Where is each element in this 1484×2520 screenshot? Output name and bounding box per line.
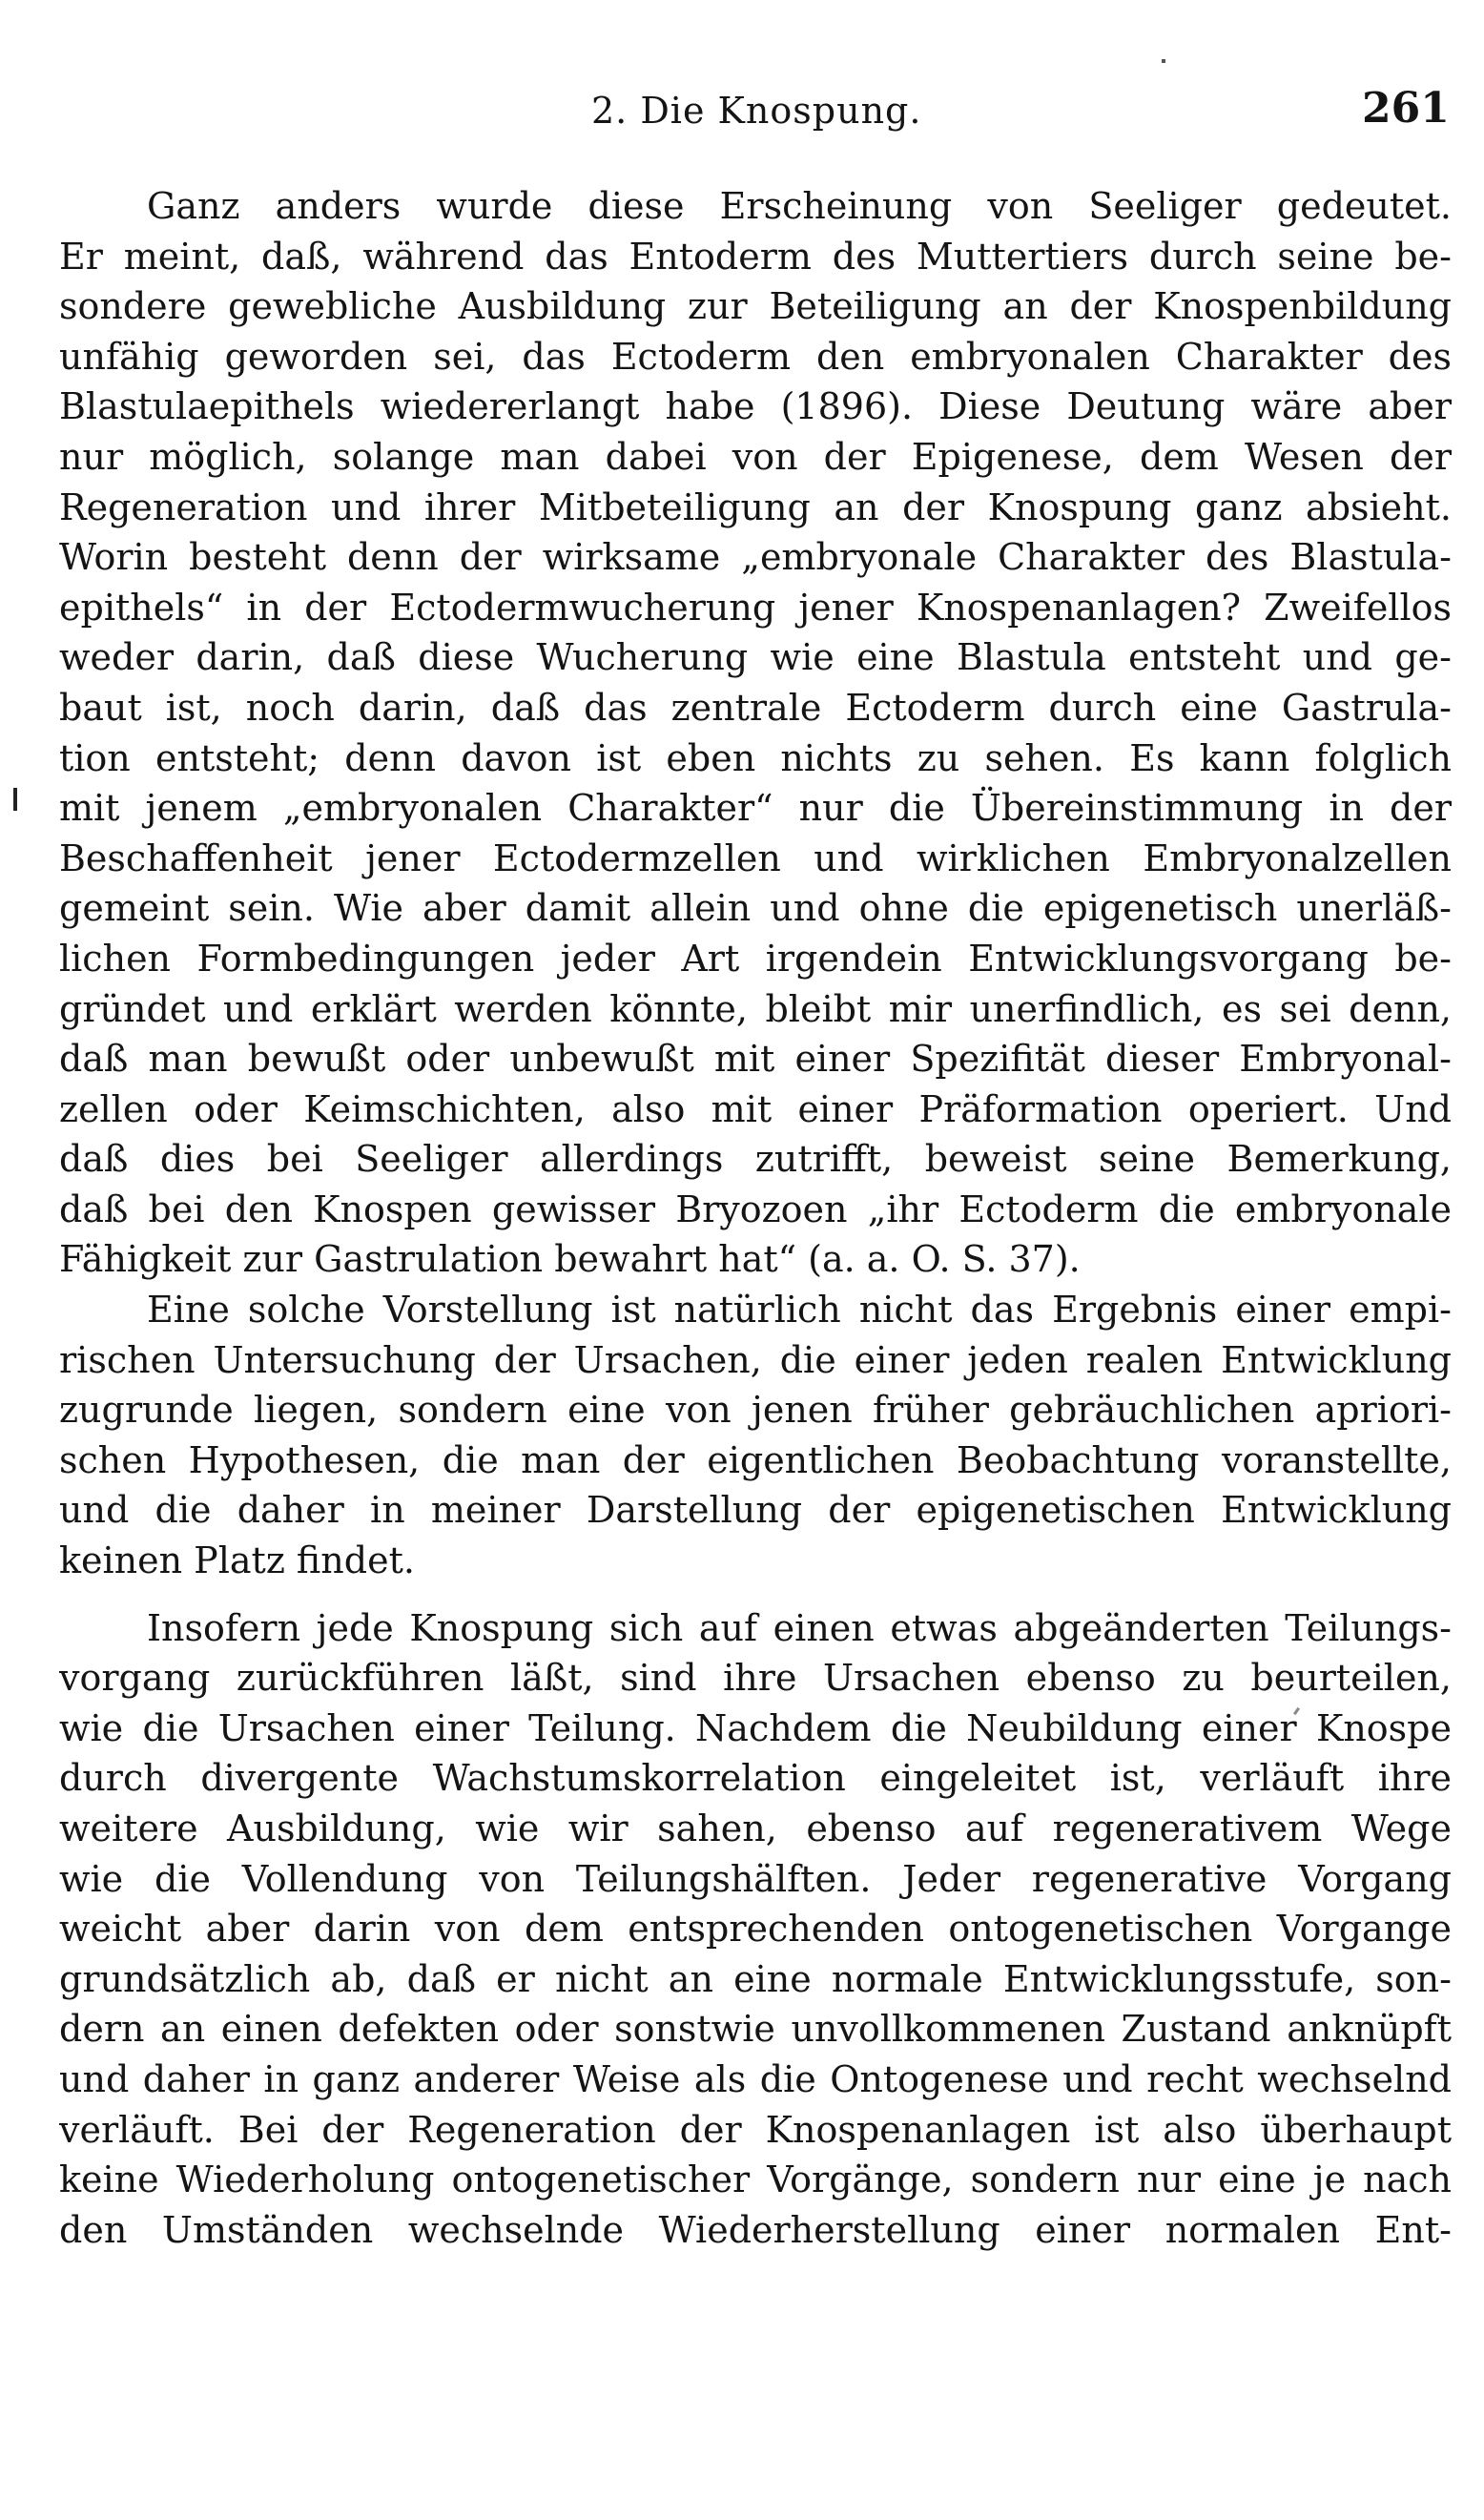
text-line: Blastulaepithels wiedererlangt habe (1896). Diese Deutung wäre aber: [59, 385, 1452, 428]
text-line: Worin besteht denn der wirksame „embryonale Charakter des Blastula-: [59, 536, 1452, 579]
text-line: schen Hypothesen, die man der eigentlichen Beobachtung voranstellte,: [59, 1438, 1452, 1481]
text-line: Regeneration und ihrer Mitbeteiligung an der Knospung ganz absieht.: [59, 485, 1452, 528]
text-line: Ganz anders wurde diese Erscheinung von Seeliger gedeutet.: [147, 185, 1452, 227]
text-line: baut ist, noch darin, daß das zentrale Ectoderm durch eine Gastrula-: [59, 686, 1452, 729]
text-line: und die daher in meiner Darstellung der epigenetischen Entwicklung: [59, 1489, 1452, 1532]
text-line: vorgang zurückführen läßt, sind ihre Ursachen ebenso zu beurteilen,: [59, 1657, 1452, 1700]
text-line: verläuft. Bei der Regeneration der Knospenanlagen ist also überhaupt: [59, 2108, 1452, 2151]
text-line: Eine solche Vorstellung ist natürlich nicht das Ergebnis einer empi-: [147, 1289, 1452, 1332]
text-line: wie die Vollendung von Teilungshälften. Jeder regenerative Vorgang: [59, 1857, 1452, 1900]
text-line: gemeint sein. Wie aber damit allein und ohne die epigenetisch unerläß-: [59, 887, 1452, 930]
text-line: weicht aber darin von dem entsprechenden ontogenetischen Vorgange: [59, 1908, 1452, 1951]
text-line: tion entsteht; denn davon ist eben nichts zu sehen. Es kann folglich: [59, 736, 1452, 779]
text-line: weder darin, daß diese Wucherung wie eine Blastula entsteht und ge-: [59, 636, 1452, 679]
text-line: zellen oder Keimschichten, also mit einer Präformation operiert. Und: [59, 1087, 1452, 1130]
text-line: den Umständen wechselnde Wiederherstellung einer normalen Ent-: [59, 2208, 1452, 2251]
running-head: [0, 84, 1484, 141]
text-line: grundsätzlich ab, daß er nicht an eine normale Entwicklungsstufe, son-: [59, 1957, 1452, 2000]
text-line: sondere gewebliche Ausbildung zur Beteiligung an der Knospenbildung: [59, 285, 1452, 328]
paragraph-spacing: [59, 1586, 1452, 1603]
body-text: [59, 181, 1452, 2255]
text-line: epithels“ in der Ectodermwucherung jener Knospenanlagen? Zweifellos: [59, 586, 1452, 629]
text-line: daß man bewußt oder unbewußt mit einer Spezifität dieser Embryonal-: [59, 1038, 1452, 1081]
text-line: keinen Platz findet.: [59, 1539, 415, 1582]
page-number: 261: [1362, 84, 1450, 133]
text-line: mit jenem „embryonalen Charakter“ nur die Übereinstimmung in der: [59, 787, 1452, 830]
text-line: Er meint, daß, während das Entoderm des Muttertiers durch seine be-: [59, 235, 1452, 278]
text-line: daß bei den Knospen gewisser Bryozoen „ihr Ectoderm die embryonale: [59, 1188, 1452, 1230]
paragraph-3: [59, 1603, 1452, 2256]
text-line: durch divergente Wachstumskorrelation eingeleitet ist, verläuft ihre: [59, 1757, 1452, 1800]
running-title: 2. Die Knospung.: [591, 90, 922, 132]
text-line: keine Wiederholung ontogenetischer Vorgänge, sondern nur eine je nach: [59, 2159, 1452, 2201]
text-line: daß dies bei Seeliger allerdings zutrifft, beweist seine Bemerkung,: [59, 1138, 1452, 1181]
text-line: weitere Ausbildung, wie wir sahen, ebenso auf regenerativem Wege: [59, 1807, 1452, 1849]
text-line: nur möglich, solange man dabei von der Epigenese, dem Wesen der: [59, 435, 1452, 478]
text-line: rischen Untersuchung der Ursachen, die einer jeden realen Entwicklung: [59, 1338, 1452, 1381]
text-line: wie die Ursachen einer Teilung. Nachdem die Neubildung einer Knospe: [59, 1706, 1452, 1749]
text-line: Beschaffenheit jener Ectodermzellen und wirklichen Embryonalzellen: [59, 837, 1452, 879]
text-line: und daher in ganz anderer Weise als die Ontogenese und recht wechselnd: [59, 2057, 1452, 2100]
print-speck: [1162, 59, 1165, 63]
margin-mark: [13, 788, 17, 811]
text-line: dern an einen defekten oder sonstwie unvollkommenen Zustand anknüpft: [59, 2008, 1452, 2051]
text-line: unfähig geworden sei, das Ectoderm den embryonalen Charakter des: [59, 335, 1452, 378]
text-line: gründet und erklärt werden könnte, bleibt mir unerfindlich, es sei denn,: [59, 987, 1452, 1030]
paragraph-1: [59, 181, 1452, 1285]
text-line: zugrunde liegen, sondern eine von jenen früher gebräuchlichen apriori-: [59, 1389, 1452, 1432]
paragraph-2: [59, 1285, 1452, 1586]
text-line: lichen Formbedingungen jeder Art irgendein Entwicklungsvorgang be-: [59, 937, 1452, 980]
text-line: Fähigkeit zur Gastrulation bewahrt hat“ (a. a. O. S. 37).: [59, 1238, 1081, 1281]
text-line: Insofern jede Knospung sich auf einen etwas abgeänderten Teilungs-: [147, 1606, 1452, 1649]
